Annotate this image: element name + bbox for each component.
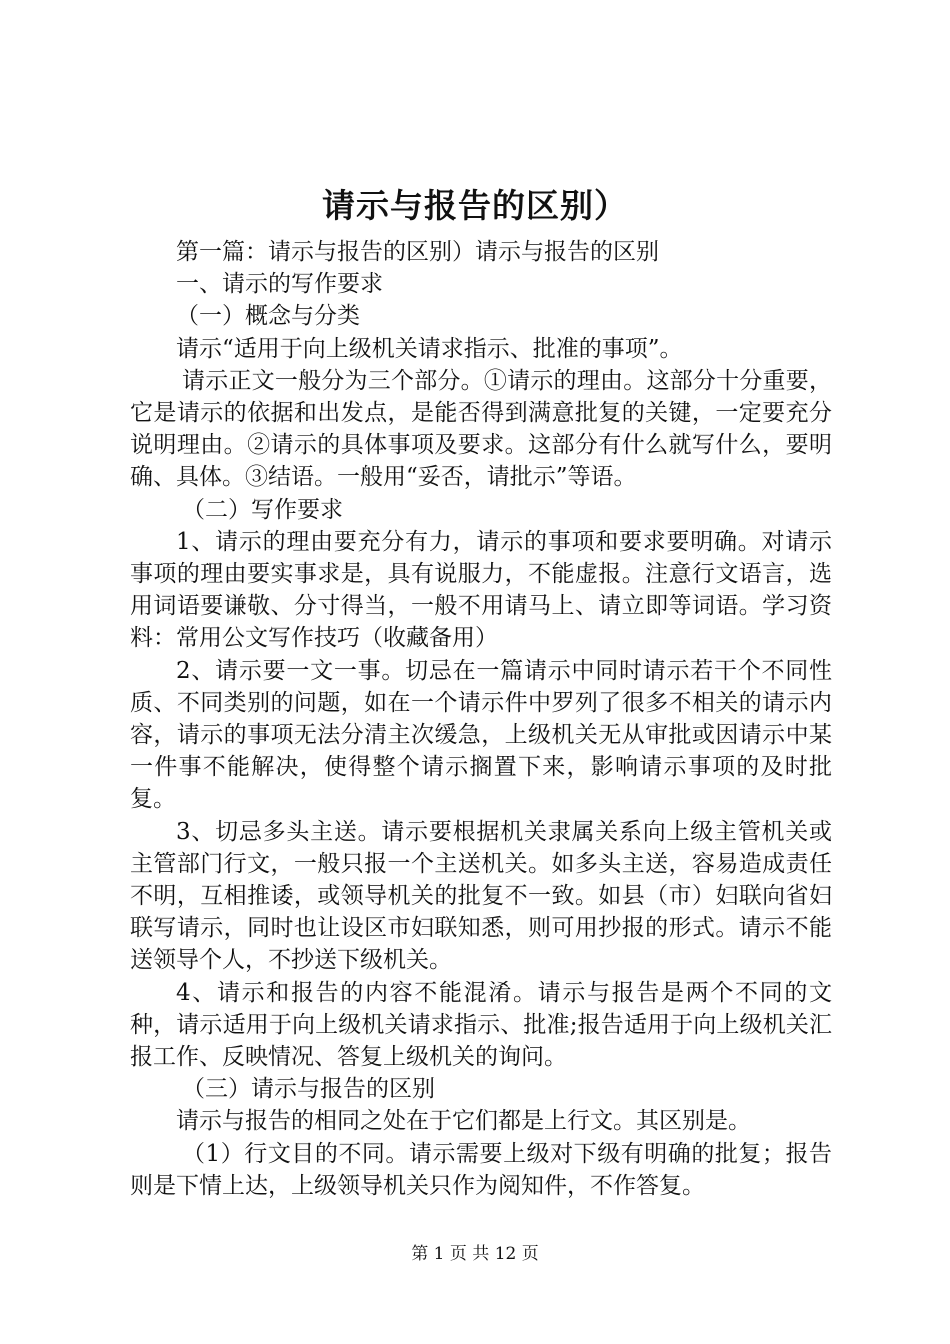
paragraph-requirement-4: 4、请示和报告的内容不能混淆。请示与报告是两个不同的文种，请示适用于向上级机关请求指示、批准;报告适用于向上级机关汇报工作、反映情况、答复上级机关的询问。 (130, 979, 832, 1071)
paragraph-requirement-1: 1、请示的理由要充分有力，请示的事项和要求要明确。对请示事项的理由要实事求是，具有说服力，不能虚报。注意行文语言，选用词语要谦敬、分寸得当，一般不用请马上、请立即等词语。学习资料：常用公文写作技巧（收藏备用） (130, 528, 832, 652)
paragraph-subsection-heading: （一）概念与分类 (176, 303, 360, 330)
paragraph-chapter-heading: 第一篇：请示与报告的区别）请示与报告的区别 (176, 239, 659, 265)
page-indicator: 第 1 页 共 12 页 (411, 1244, 539, 1264)
paragraph-requirement-3: 3、切忌多头主送。请示要根据机关隶属关系向上级主管机关或主管部门行文，一般只报一个主送机关。如多头主送，容易造成责任不明，互相推诿，或领导机关的批复不一致。如县（市）妇联向省妇联写请示，同时也让设区市妇联知悉，则可用抄报的形式。请示不能送领导个人，不抄送下级机关。 (130, 818, 832, 974)
paragraph-definition: 请示“适用于向上级机关请求指示、批准的事项”。 (176, 335, 683, 362)
paragraph-difference-intro: 请示与报告的相同之处在于它们都是上行文。其区别是。 (176, 1108, 751, 1135)
paragraph-requirement-2: 2、请示要一文一事。切忌在一篇请示中同时请示若干个不同性质、不同类别的问题，如在一个请示件中罗列了很多不相关的请示内容，请示的事项无法分清主次缓急，上级机关无从审批或因请示中某一件事不能解决，使得整个请示搁置下来，影响请示事项的及时批复。 (130, 657, 832, 813)
document-body (130, 236, 832, 1202)
paragraph-difference-1: （1）行文目的不同。请示需要上级对下级有明确的批复；报告则是下情上达，上级领导机关只作为阅知件，不作答复。 (130, 1140, 832, 1199)
paragraph-subsection-heading: （二）写作要求 (182, 496, 343, 523)
document-title: 请示与报告的区别） (322, 186, 628, 225)
paragraph-section-heading: 一、请示的写作要求 (176, 271, 383, 298)
paragraph-subsection-heading: （三）请示与报告的区别 (182, 1076, 435, 1103)
paragraph-structure: 请示正文一般分为三个部分。①请示的理由。这部分十分重要，它是请示的依据和出发点，是能否得到满意批复的关键，一定要充分说明理由。②请示的具体事项及要求。这部分有什么就写什么，要明确、具体。③结语。一般用“妥否，请批示”等语。 (130, 367, 832, 491)
